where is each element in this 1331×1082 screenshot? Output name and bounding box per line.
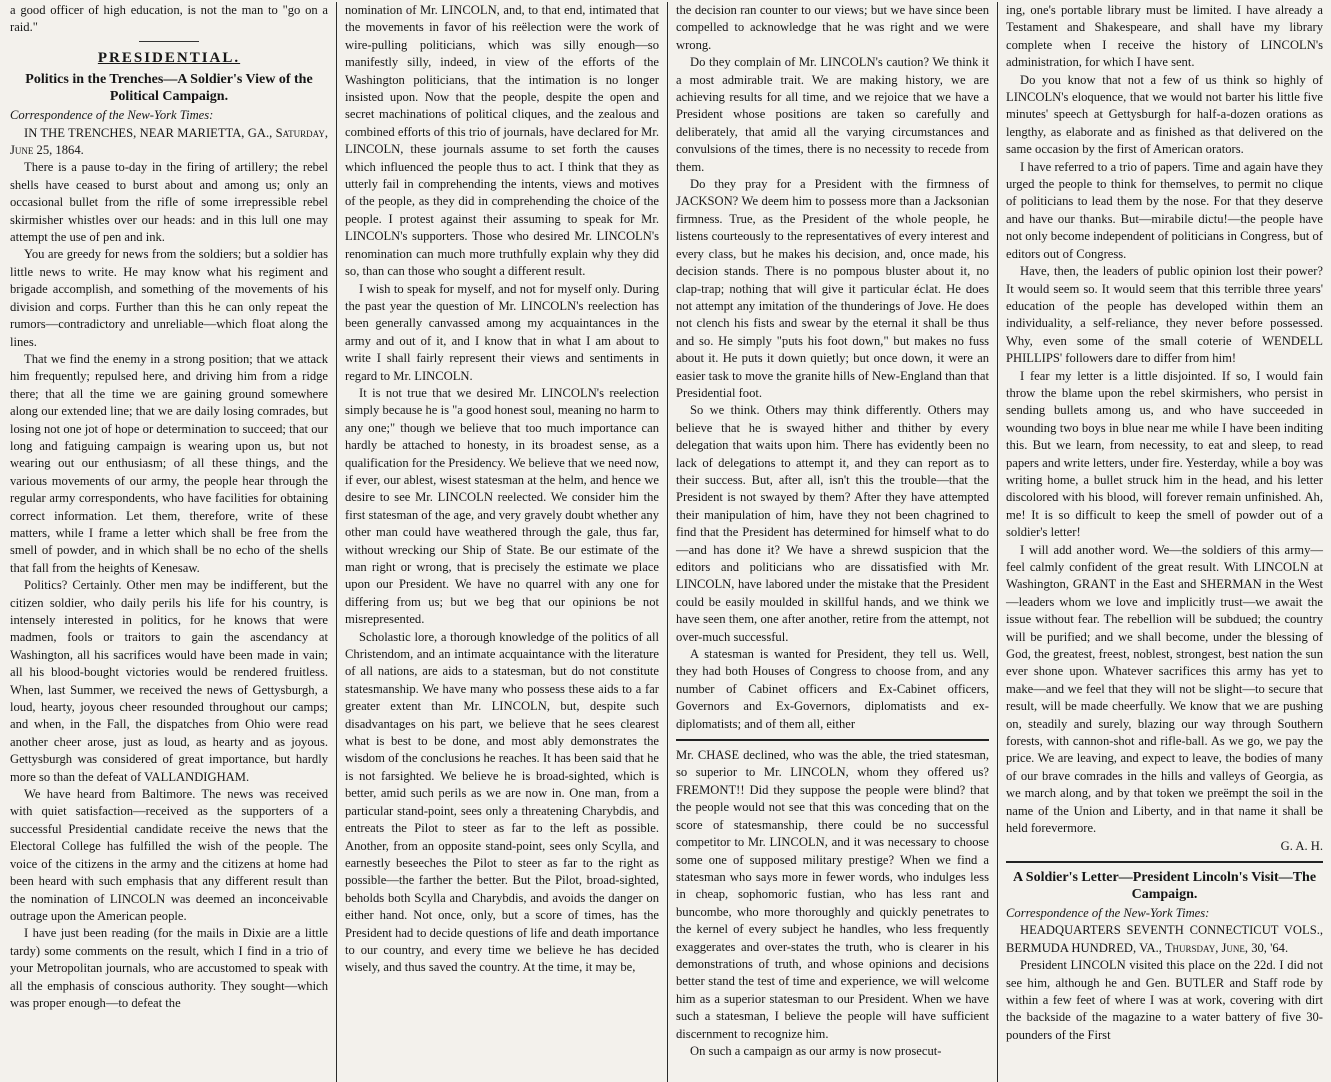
column-3: [667, 2, 997, 1082]
paragraph: Mr. CHASE declined, who was the able, the tried statesman, so superior to Mr. LINCOLN, whom they offered us? FREMONT!! Did they suppose the people were blind? that the people would not see that this was conceding that on the score of statesmanship, there could be no successful competitor to Mr. LINCOLN, and it was necessary to choose some one of supposed military prestige? When we find a statesman who says more in fewer words, who indulges less in cheap, sophomoric fustian, who has less rant and buncombe, who more thoroughly and quickly penetrates to the kernel of every subject he handles, who less frequently exaggerates and over-states the truth, who is clearer in his demonstrations of truth, and whose opinions and decisions better stand the test of time and experience, we will welcome him as a superior statesman to our President. When we have such a statesman, I believe the people will have sufficient discernment to recognize him.: [676, 748, 989, 1041]
paragraph: It is not true that we desired Mr. LINCOLN's reelection simply because he is "a good honest soul, meaning no harm to any one;" though we believe that too much importance can hardly be attached to honesty, in its broadest sense, as a qualification for the Presidency. We believe that we need now, if ever, our ablest, wisest statesman at the helm, and hence we desire to see Mr. LINCOLN reelected. We consider him the first statesman of the age, and very gravely doubt whether any other man could have weathered through the gale, thus far, without wrecking our Ship of State. Be our estimate of the man right or wrong, that is precisely the estimate we place upon our President. We have no quarrel with any one for differing from us; but we beg that our opinions be not misrepresented.: [345, 385, 659, 627]
divider: [139, 41, 199, 42]
paragraph: A statesman is wanted for President, they tell us. Well, they had both Houses of Congress to choose from, and any number of Cabinet officers and Ex-Cabinet officers, Governors and Ex-Governors, diplomatists and ex-diplomatists; and of them all, either: [676, 647, 989, 731]
correspondence-line: Correspondence of the New-York Times:: [10, 108, 214, 123]
paragraph: Scholastic lore, a thorough knowledge of the politics of all Christendom, and an intimate acquaintance with the literature of all nations, are aids to a statesman, but do not constitute statesmanship. We have many who possess these aids to a far greater extent than Mr. LINCOLN, but, despite such disadvantages on his part, we believe that he sees clearest what is best to be done, and most ably demonstrates the wisdom of the conclusions he reaches. It has been said that he is not farsighted. We believe he is broad-sighted, which is better, amid such perils as we are now in. One man, from a particular stand-point, sees only a threatening Charybdis, and entreats the Pilot to steer as far to the left as possible. Another, from an opposite stand-point, sees only Scylla, and earnestly beseeches the Pilot to steer as far to the right as possible—the farther the better. But the Pilot, broad-sighted, beholds both Scylla and Charybdis, and avoids the danger on either hand. Not once, only, but a score of times, has the President had to decide questions of life and death importance to our country, and every time we believe he has decided wisely, and thus saved the country. At the time, it may be,: [345, 629, 659, 975]
column-1: [2, 2, 336, 1082]
paragraph: I fear my letter is a little disjointed. If so, I would fain throw the blame upon the rebel skirmishers, who persist in sending bullets among us, and who have succeeded in wounding two boys in blue near me while I have been inditing this. But we learn, from necessity, to eat and sleep, to read papers and write letters, under fire. Yesterday, while a boy was writing home, a bullet struck him in the head, and his letter discolored with his blood, will forever remain unfinished. Ah, me! It is so difficult to keep the smell of powder out of a soldier's letter!: [1006, 368, 1323, 540]
lead-fragment: a good officer of high education, is not the man to "go on a raid.": [10, 3, 328, 35]
signature: G. A. H.: [1280, 838, 1323, 853]
divider: [1006, 861, 1323, 863]
dateline: IN THE TRENCHES, NEAR MARIETTA, GA., Saturday, June 25, 1864.: [10, 125, 328, 158]
column-2: [336, 2, 667, 1082]
paragraph: On such a campaign as our army is now prosecut-: [690, 1043, 942, 1058]
paragraph: Do they complain of Mr. LINCOLN's caution? We think it a most admirable trait. We are making history, we are achieving results for all time, and we rejoice that we have a President whose positions are taken so carefully and deliberately, that amid all the varying circumstances and convulsions of the times, there is no necessity to recede from them.: [676, 55, 989, 174]
paragraph: the decision ran counter to our views; but we have since been compelled to acknowledge that he was right and we were wrong.: [676, 3, 989, 52]
divider: [676, 739, 989, 741]
paragraph: There is a pause to-day in the firing of artillery; the rebel shells have ceased to burst about and among us; only an occasional bullet from the rifle of some irrepressible rebel skirmisher whistles over our heads: and in this lull one may attempt the use of pen and ink.: [10, 160, 328, 245]
article-headline: A Soldier's Letter—President Lincoln's Visit—The Campaign.: [1012, 869, 1317, 902]
paragraph: ing, one's portable library must be limited. I have already a Testament and Shakespeare, and shall have my library complete when I receive the history of LINCOLN's administration, for which I have sent.: [1006, 3, 1323, 70]
paragraph: So we think. Others may think differently. Others may believe that he is swayed hither and thither by every delegation that waits upon him. There has evidently been no lack of delegations to attempt it, and they can report as to their success. But, after all, isn't this the trouble—that the President is not swayed by them? After they have attempted their manipulation of him, have they not been chagrined to find that the President has determined for himself what to do—and has done it? We have a shrewd suspicion that the editors and politicians who are dissatisfied with Mr. LINCOLN, have labored under the mistake that the President could be easily moulded in skillful hands, and we think we have seen them, one after another, retire from the attempt, not over-much successful.: [676, 403, 989, 644]
paragraph: I have referred to a trio of papers. Time and again have they urged the people to think for themselves, to permit no clique of politicians to lead them by the nose. For that they deserve and have our thanks. But—mirabile dictu!—the people have not only become independent of politicians in Congress, but of editors out of Congress.: [1006, 159, 1323, 261]
column-4: [997, 2, 1331, 1082]
paragraph: You are greedy for news from the soldiers; but a soldier has little news to write. He may know what his regiment and brigade accomplish, and something of the movements of his division and corps. Further than this he can only repeat the rumors—contradictory and unreliable—which float along the lines.: [10, 247, 328, 349]
section-title: PRESIDENTIAL.: [97, 49, 241, 66]
paragraph: Do you know that not a few of us think so highly of LINCOLN's eloquence, that we would not barter his little five minutes' speech at Gettysburgh for half-a-dozen orations as lengthy, as elaborate and as finished as that delivered on the same occasion by the first of American orators.: [1006, 72, 1323, 157]
dateline: HEADQUARTERS SEVENTH CONNECTICUT VOLS., BERMUDA HUNDRED, VA., Thursday, June, 30, '64.: [1006, 923, 1323, 955]
paragraph: Politics? Certainly. Other men may be indifferent, but the citizen soldier, who daily perils his life for his country, is intensely interested in politics, for he knows that were madmen, fools or traitors to gain the ascendancy at Washington, all his sacrifices would have been made in vain; all his blood-bought victories would be rendered fruitless. When, last Summer, we received the news of Gettysburgh, a loud, hearty, joyous cheer resounded throughout our camps; and when, in the Fall, the dispatches from Ohio were read another cheer arose, just as loud, as hearty and as joyous. Gettysburgh was considered of great importance, but hardly more so than the defeat of VALLANDIGHAM.: [10, 578, 328, 784]
paragraph: Do they pray for a President with the firmness of JACKSON? We deem him to possess more than a Jacksonian firmness. True, as the President of the whole people, he listens courteously to the representatives of every interest and every class, but he makes his decision, and, once made, his decision stands. There is no pompous bluster about it, no clap-trap; nothing that will give it particular éclat. He does not attempt any imitation of the thunderings of Jove. He does not clench his fists and swear by the eternal it shall be thus and so. He simply "puts his foot down," but makes no fuss about it. He puts it down quietly; but once down, it were an easier task to move the granite hills of New-England than that Presidential foot.: [676, 177, 989, 400]
article-headline: Politics in the Trenches—A Soldier's View of the Political Campaign.: [25, 72, 313, 105]
paragraph: Have, then, the leaders of public opinion lost their power? It would seem so. It would seem that this terrible three years' education of the people has developed within them an individuality, a self-reliance, they never before possessed. Why, even some of the small coterie of WENDELL PHILLIPS' followers dare to differ from him!: [1006, 264, 1323, 366]
correspondence-line: Correspondence of the New-York Times:: [1006, 905, 1210, 920]
paragraph: I will add another word. We—the soldiers of this army—feel calmly confident of the great result. With LINCOLN at Washington, GRANT in the East and SHERMAN in the West—leaders whom we love and implicitly trust—we await the issue without fear. The rebellion will be subdued; the country will be purified; and we shall become, under the blessing of God, the greatest, freest, noblest, strongest, best nation the sun ever shone upon. Whatever sacrifices this army has yet to make—and we feel that they will not be slight—to secure that result, will be made cheerfully. We know that we are pushing on, steadily and surely, blazing our way through Southern forests, with cannon-shot and rifle-ball. As we go, we pay the price. We are leaving, and expect to leave, the bodies of many of our brave comrades in the hills and valleys of Georgia, as we march along, and by that token we preëmpt the soil in the name of the Union and Liberty, and in that name it shall be held forevermore.: [1006, 542, 1323, 836]
paragraph: nomination of Mr. LINCOLN, and, to that end, intimated that the movements in favor of his reëlection were the work of wire-pulling politicians, which was silly enough—so manifestly silly, indeed, in view of the efforts of the Washington politicians, that the intimation is no longer insisted upon. Now that the people, despite the open and secret machinations of political cliques, and the zealous and combined efforts of this trio of journals, have declared for Mr. LINCOLN, these journals assume to set forth the causes which influenced the people thus to act. I think that they as utterly fail in comprehending the intents, views and motives of the people, as they did in comprehending the choice of the people. I protest against their assuming to speak for Mr. LINCOLN's supporters. Those who desired Mr. LINCOLN's renomination can much more truthfully explain why they did so, than can those who sought a different result.: [345, 3, 659, 279]
paragraph: That we find the enemy in a strong position; that we attack him frequently; repulsed here, and driving him from a ridge there; that all the time we are gaining ground somewhere along our extended line; that we are daily losing comrades, but losing not one jot of hope or determination to succeed; that our long and fatiguing campaign is wearing upon us, but not wearing out our enthusiasm; of all these things, and the various movements of our army, the people hear through the regular army correspondents, who have facilities for obtaining correct information. Let them, therefore, write of these matters, while I frame a letter which shall be free from the smell of powder, and in which shall be no echo of the shells that fall from the heights of Kenesaw.: [10, 351, 328, 575]
paragraph: I have just been reading (for the mails in Dixie are a little tardy) some comments on the result, which I find in a trio of your Metropolitan journals, who are accustomed to speak with all the emphasis of conscious authority. They sought—which was proper enough—to defeat the: [10, 926, 328, 1010]
paragraph: President LINCOLN visited this place on the 22d. I did not see him, although he and Gen. BUTLER and Staff rode by within a few feet of where I was at work, covering with dirt the backside of the magazine to a water battery of five 30-pounders of the First: [1006, 958, 1323, 1042]
paragraph: I wish to speak for myself, and not for myself only. During the past year the question of Mr. LINCOLN's reelection has been generally canvassed among my acquaintances in the army and out of it, and I know that in what I am about to write I shall fairly represent their views and sentiments in regard to Mr. LINCOLN.: [345, 281, 659, 383]
paragraph: We have heard from Baltimore. The news was received with quiet satisfaction—received as the supporters of a successful Presidential candidate receive the news that the Electoral College has fulfilled the wish of the people. The voice of the citizens in the army and the citizens at home had been heard with such emphasis that any different result than the nomination of LINCOLN was deemed an inconceivable outrage upon the American people.: [10, 787, 328, 923]
